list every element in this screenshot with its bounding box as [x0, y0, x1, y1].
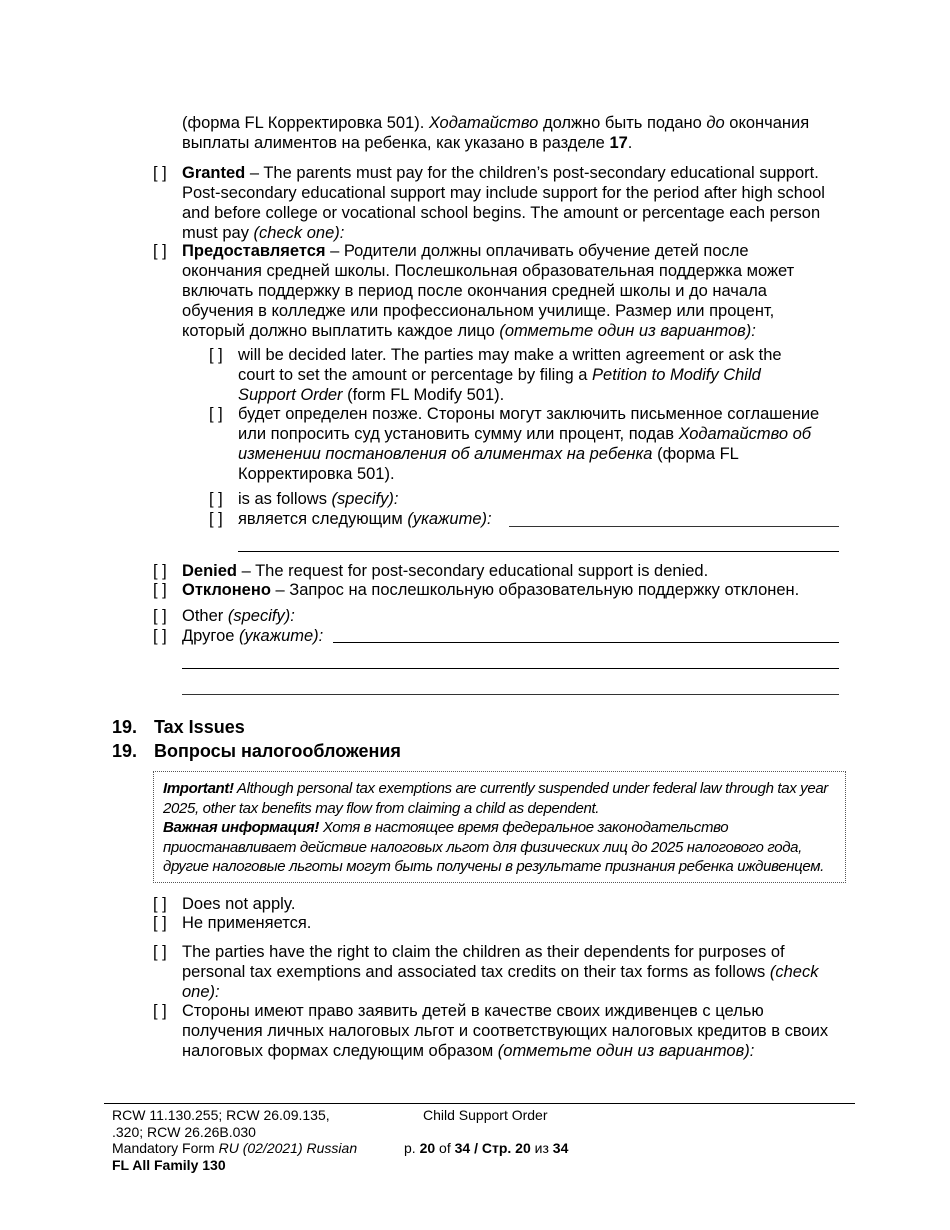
later-text-ru	[238, 404, 823, 484]
later-text-en	[238, 345, 818, 405]
granted-hint-en: (check one):	[253, 224, 345, 242]
denied-checkbox-ru[interactable]: [ ]	[153, 581, 167, 599]
other-text-ru	[182, 626, 323, 646]
important-notice	[153, 771, 846, 883]
later-body-ru: будет определен позже. Стороны могут заключить письменное соглашение или попросить суд установить сумму или процент, подав	[238, 405, 820, 443]
other-label-ru: Другое	[182, 627, 240, 645]
granted-checkbox-en[interactable]: [ ]	[153, 164, 167, 182]
page-current-ru: 20	[515, 1140, 531, 1156]
follows-checkbox-ru[interactable]: [ ]	[209, 510, 223, 528]
granted-label-ru: Предоставляется	[182, 242, 326, 260]
denied-text-en	[182, 561, 708, 581]
follows-label-ru: является следующим	[238, 510, 408, 528]
claim-text-en	[182, 942, 837, 1002]
granted-hint-ru: (отметьте один из вариантов):	[499, 322, 756, 340]
follows-fill-line-2[interactable]	[238, 551, 839, 552]
other-fill-line-3[interactable]	[182, 694, 839, 695]
footer-form-id: FL All Family 130	[112, 1156, 226, 1173]
cont-text: окончания	[724, 114, 810, 132]
notapply-checkbox-ru[interactable]: [ ]	[153, 914, 167, 932]
other-checkbox-ru[interactable]: [ ]	[153, 627, 167, 645]
claim-body-en: The parties have the right to claim the children as their dependents for purposes of personal tax exemptions and associated tax credits on their tax forms as follows	[182, 943, 785, 981]
other-text-en	[182, 606, 295, 626]
granted-checkbox-ru[interactable]: [ ]	[153, 242, 167, 260]
cont-text: .	[627, 134, 633, 152]
footer-form-version: RU (02/2021) Russian	[218, 1140, 358, 1156]
section-title-ru: Вопросы налогообложения	[154, 741, 401, 761]
notice-label-en: Important!	[163, 780, 234, 797]
footer-divider	[104, 1103, 855, 1104]
other-hint-en: (specify):	[227, 607, 295, 625]
page-iz: из	[530, 1140, 553, 1156]
notice-body-ru: Хотя в настоящее время федеральное законодательство приостанавливает действие налоговых льгот для физических лиц до 2025 налогового года, другие налоговые льготы могут быть получены в результате признания ребенка иждивенцем.	[163, 819, 824, 875]
follows-checkbox-en[interactable]: [ ]	[209, 490, 223, 508]
denied-label-en: Denied	[182, 562, 238, 580]
other-fill-line-1[interactable]	[333, 642, 839, 643]
denied-label-ru: Отклонено	[182, 581, 271, 599]
claim-hint-ru: (отметьте один из вариантов):	[497, 1042, 755, 1060]
section-19-title-ru	[112, 740, 401, 762]
notice-ru	[163, 818, 837, 877]
granted-body-ru: – Родители должны оплачивать обучение детей после окончания средней школы. Послешкольная образовательная поддержка может включать поддержку в период после окончания средней школы и до начала обучения в колледже или профессиональном училище. Размер или процент, который должно выплатить каждое лицо	[182, 242, 795, 340]
follows-hint-ru: (укажите):	[407, 510, 492, 528]
notice-label-ru: Важная информация!	[163, 819, 320, 836]
footer-mandatory-text: Mandatory Form	[112, 1140, 219, 1156]
footer-rcw-2: .320; RCW 26.26B.030	[112, 1123, 256, 1140]
granted-label-en: Granted	[182, 164, 246, 182]
follows-fill-line-1[interactable]	[509, 526, 839, 527]
later-checkbox-en[interactable]: [ ]	[209, 346, 223, 364]
cont-text: выплаты алиментов на ребенка, как указано в разделе	[182, 134, 610, 152]
page-total-ru: 34	[552, 1140, 569, 1156]
follows-text-en	[238, 489, 398, 509]
footer-left	[112, 1107, 357, 1173]
cont-italic: Ходатайство	[428, 114, 539, 132]
section-number: 19.	[112, 741, 138, 761]
section-ref: 17	[609, 134, 628, 152]
page-of: of	[435, 1140, 455, 1156]
follows-label-en: is as follows	[238, 490, 332, 508]
denied-text-ru	[182, 580, 799, 600]
other-hint-ru: (укажите):	[239, 627, 324, 645]
other-checkbox-en[interactable]: [ ]	[153, 607, 167, 625]
later-checkbox-ru[interactable]: [ ]	[209, 405, 223, 423]
later-form-en: Petition to Modify Child Support Order	[238, 366, 761, 404]
granted-text-en	[182, 163, 842, 243]
section-number: 19.	[112, 717, 138, 737]
claim-body-ru: Стороны имеют право заявить детей в качестве своих иждивенцев с целью получения личных налоговых льгот и соответствующих налоговых кредитов в своих налоговых формах следующим образом	[182, 1002, 829, 1060]
claim-text-ru	[182, 1001, 837, 1061]
follows-hint-en: (specify):	[331, 490, 399, 508]
page-total: 34	[454, 1140, 471, 1156]
follows-text-ru	[238, 509, 492, 529]
claim-checkbox-en[interactable]: [ ]	[153, 943, 167, 961]
granted-text-ru	[182, 241, 832, 341]
cont-text: (форма FL Корректировка 501).	[182, 114, 429, 132]
denied-checkbox-en[interactable]: [ ]	[153, 562, 167, 580]
page-current: 20	[419, 1140, 436, 1156]
section-title-en: Tax Issues	[154, 717, 245, 737]
later-body-en-end: (form FL Modify 501).	[342, 386, 505, 404]
notapply-checkbox-en[interactable]: [ ]	[153, 895, 167, 913]
section-19-title-en	[112, 716, 245, 738]
other-fill-line-2[interactable]	[182, 668, 839, 669]
cont-text: должно быть подано	[538, 114, 707, 132]
later-body-en: will be decided later. The parties may make a written agreement or ask the court to set the amount or percentage by filing a	[238, 346, 782, 384]
footer-mandatory	[112, 1140, 357, 1157]
cont-italic: до	[706, 114, 725, 132]
later-form-ru: Ходатайство об изменении постановления об алиментах на ребенка	[238, 425, 812, 463]
footer-page-number	[404, 1140, 568, 1157]
notapply-text-ru: Не применяется.	[182, 914, 312, 932]
later-body-ru-end: (форма FL Корректировка 501).	[238, 445, 739, 483]
footer-rcw-1: RCW 11.130.255; RCW 26.09.135,	[112, 1107, 330, 1123]
denied-body-en: – The request for post-secondary educational support is denied.	[237, 562, 709, 580]
page-slash: / Стр.	[470, 1140, 516, 1156]
other-label-en: Other	[182, 607, 228, 625]
claim-checkbox-ru[interactable]: [ ]	[153, 1002, 167, 1020]
footer-title: Child Support Order	[423, 1107, 548, 1123]
page-prefix: p.	[404, 1140, 420, 1156]
notapply-text-en: Does not apply.	[182, 895, 296, 913]
continuation-text	[182, 113, 842, 153]
notice-body-en: Although personal tax exemptions are currently suspended under federal law through tax year 2025, other tax benefits may flow from claiming a child as dependent.	[163, 780, 828, 817]
denied-body-ru: – Запрос на послешкольную образовательную поддержку отклонен.	[270, 581, 800, 599]
notice-en	[163, 779, 837, 818]
granted-body-en: – The parents must pay for the children’s post-secondary educational support. Post-secondary educational support may include support for the period after high school and before college or vocational school begins. The amount or percentage each person must pay	[182, 164, 825, 242]
claim-hint-en: (check one):	[182, 963, 819, 1001]
